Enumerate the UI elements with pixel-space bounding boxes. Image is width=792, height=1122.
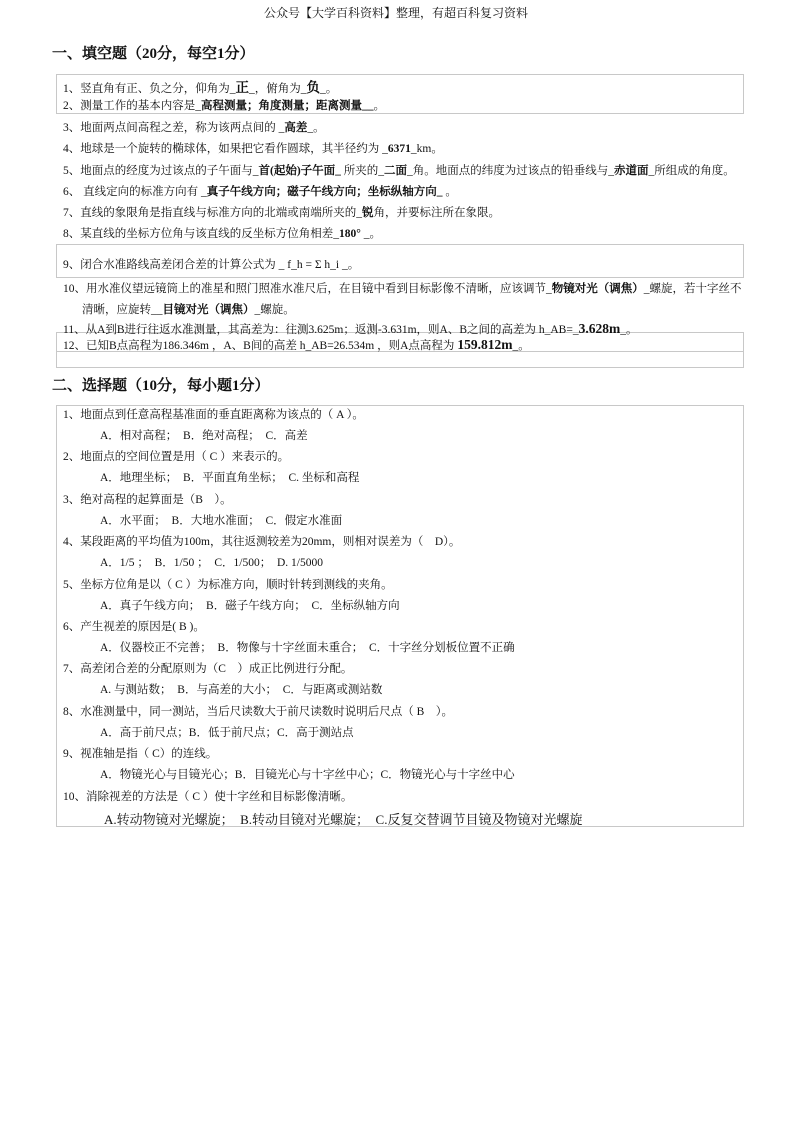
fill-blank-item [63, 140, 443, 156]
fill-blank-item [82, 301, 295, 317]
question-text: 8、水准测量中，同一测站，当后尺读数大于前尺读数时说明后尺点（ B ）。 [63, 705, 454, 718]
question-text: 5、地面点的经度为过该点的子午面与_ [63, 165, 259, 177]
answer-text: 赤道面 [614, 165, 649, 177]
answer-text: 180° [339, 228, 361, 240]
options-text: A. 与测站数； B．与高差的大小； C．与距离或测站数 [100, 684, 383, 697]
question-text: 6、 直线定向的标准方向有 _ [63, 186, 207, 198]
question-text: _，俯角为_ [249, 83, 307, 95]
question-text: 角，并要标注所在象限。 [373, 207, 500, 219]
fill-blank-item [63, 97, 385, 113]
question-text: 6、产生视差的原因是( B )。 [63, 621, 205, 633]
options-text: A．地理坐标； B．平面直角坐标； C. 坐标和高程 [100, 472, 360, 485]
question-text: _角。地面点的纬度为过该点的铅垂线与_ [407, 165, 615, 177]
fill-blank-item [63, 183, 457, 199]
question-text: _。 [360, 228, 381, 240]
question-text: 4、地球是一个旋转的椭球体，如果把它看作圆球，其半径约为 _ [63, 143, 388, 155]
answer-text: 真子午线方向；磁子午线方向；坐标纵轴方向_ [206, 186, 443, 198]
question-text: 。 [373, 100, 385, 112]
answer-text: 锐 [362, 207, 374, 219]
question-text: f_h = Σ h_i [287, 259, 340, 271]
fill-blank-item [63, 256, 359, 272]
fill-blank-item [63, 76, 337, 96]
question-text: 10、用水准仪望远镜筒上的准星和照门照准水准尺后，在目镜中看到目标影像不清晰，应该调节_ [63, 283, 552, 295]
answer-text: 目镜对光（调焦） [162, 304, 255, 316]
answer-text: 二面 [384, 165, 408, 177]
options-text: A．物镜光心与目镜光心；B．目镜光心与十字丝中心；C．物镜光心与十字丝中心 [100, 769, 515, 782]
question-text: 。 [442, 186, 457, 198]
question-text: 所夹的_ [340, 165, 385, 177]
answer-text: 物镜对光（调焦） [551, 283, 644, 295]
fill-blank-item [63, 321, 637, 337]
fill-blank-item [63, 280, 742, 296]
question-text: _km。 [410, 143, 443, 155]
question-text: _。 [320, 83, 338, 95]
section-title-choice: 二、选择题（10分，每小题1分） [52, 378, 270, 394]
question-text: 8、某直线的坐标方位角与该直线的反坐标方位角相差_ [63, 228, 339, 240]
question-text: 7、直线的象限角是指直线与标准方向的北端或南端所夹的_ [63, 207, 362, 219]
question-text: 3、绝对高程的起算面是（B ）。 [63, 493, 232, 506]
options-text: A．相对高程； B．绝对高程； C．高差 [100, 430, 308, 442]
question-text: 1、地面点到任意高程基准面的垂直距离称为该点的（ A ）。 [63, 409, 364, 421]
options-text: A．真子午线方向； B．磁子午线方向； C．坐标纵轴方向 [100, 599, 400, 612]
question-text: 12、已知B点高程为186.346m ，A、B间的高差 h_AB=26.534m ，则A点高程为 [63, 340, 458, 352]
question-text: _。 [307, 122, 325, 134]
answer-text: 首(起始)子午面_ [258, 165, 341, 177]
question-text: 7、高差闭合差的分配原则为（C ）成正比例进行分配。 [63, 663, 353, 676]
question-text: _。 [339, 259, 360, 271]
section-title-fill-blank: 一、填空题（20分，每空1分） [52, 46, 255, 62]
question-text: 5、坐标方位角是以（ C ）为标准方向，顺时针转到测线的夹角。 [63, 578, 393, 591]
question-text: 清晰，应旋转__ [82, 304, 163, 316]
page-header: 公众号【大学百科资料】整理，有超百科复习资料 [263, 6, 528, 20]
answer-text: 负 [306, 80, 320, 95]
options-text: A．高于前尺点；B．低于前尺点；C．高于测站点 [100, 726, 354, 739]
question-text: 11、从A到B进行往返水准测量，其高差为：往测3.625m；返测-3.631m，则A、B之间的高差为 h_AB=_ [63, 324, 579, 336]
question-text: 2、地面点的空间位置是用（ C ）来表示的。 [63, 451, 290, 464]
options-text: A．仪器校正不完善； B．物像与十字丝面未重合； C．十字丝分划板位置不正确 [100, 642, 515, 654]
fill-blank-item [63, 225, 381, 241]
question-text: _螺旋，若十字丝不 [643, 283, 742, 295]
question-text: 3、地面两点间高程之差，称为该两点间的 _ [63, 122, 285, 134]
fill-blank-item [63, 337, 530, 353]
fill-blank-item [63, 162, 735, 178]
question-text: 2、测量工作的基本内容是_ [63, 100, 201, 112]
fill-blank-item [63, 204, 500, 220]
table-box [56, 405, 744, 827]
options-text: A.转动物镜对光螺旋； B.转动目镜对光螺旋； C.反复交替调节目镜及物镜对光螺旋 [104, 811, 583, 827]
question-text: 9、闭合水准路线高差闭合差的计算公式为 _ [63, 259, 288, 271]
question-text: _。 [512, 340, 530, 352]
answer-text: 正 [235, 80, 249, 95]
question-text: 4、某段距离的平均值为100m，其往返测较差为20mm，则相对误差为（ D）。 [63, 536, 461, 549]
question-text: _。 [620, 324, 638, 336]
question-text: _螺旋。 [254, 304, 295, 316]
answer-text: 3.628m [578, 321, 621, 336]
question-text: _所组成的角度。 [648, 165, 735, 177]
answer-text: 高程测量；角度测量；距离测量__ [201, 100, 374, 112]
answer-text: 高差 [284, 122, 308, 134]
options-text: A．1/5 ； B．1/50 ； C．1/500； D. 1/5000 [100, 557, 323, 570]
question-text: 1、竖直角有正、负之分，仰角为_ [63, 83, 236, 95]
answer-text: 6371 [387, 143, 411, 155]
question-text: 10、消除视差的方法是（ C ）使十字丝和目标影像清晰。 [63, 790, 353, 803]
fill-blank-item [63, 119, 325, 135]
options-text: A．水平面； B．大地水准面； C．假定水准面 [100, 514, 343, 527]
question-text: 9、视准轴是指（ C）的连线。 [63, 748, 218, 761]
answer-text: 159.812m [457, 337, 513, 352]
